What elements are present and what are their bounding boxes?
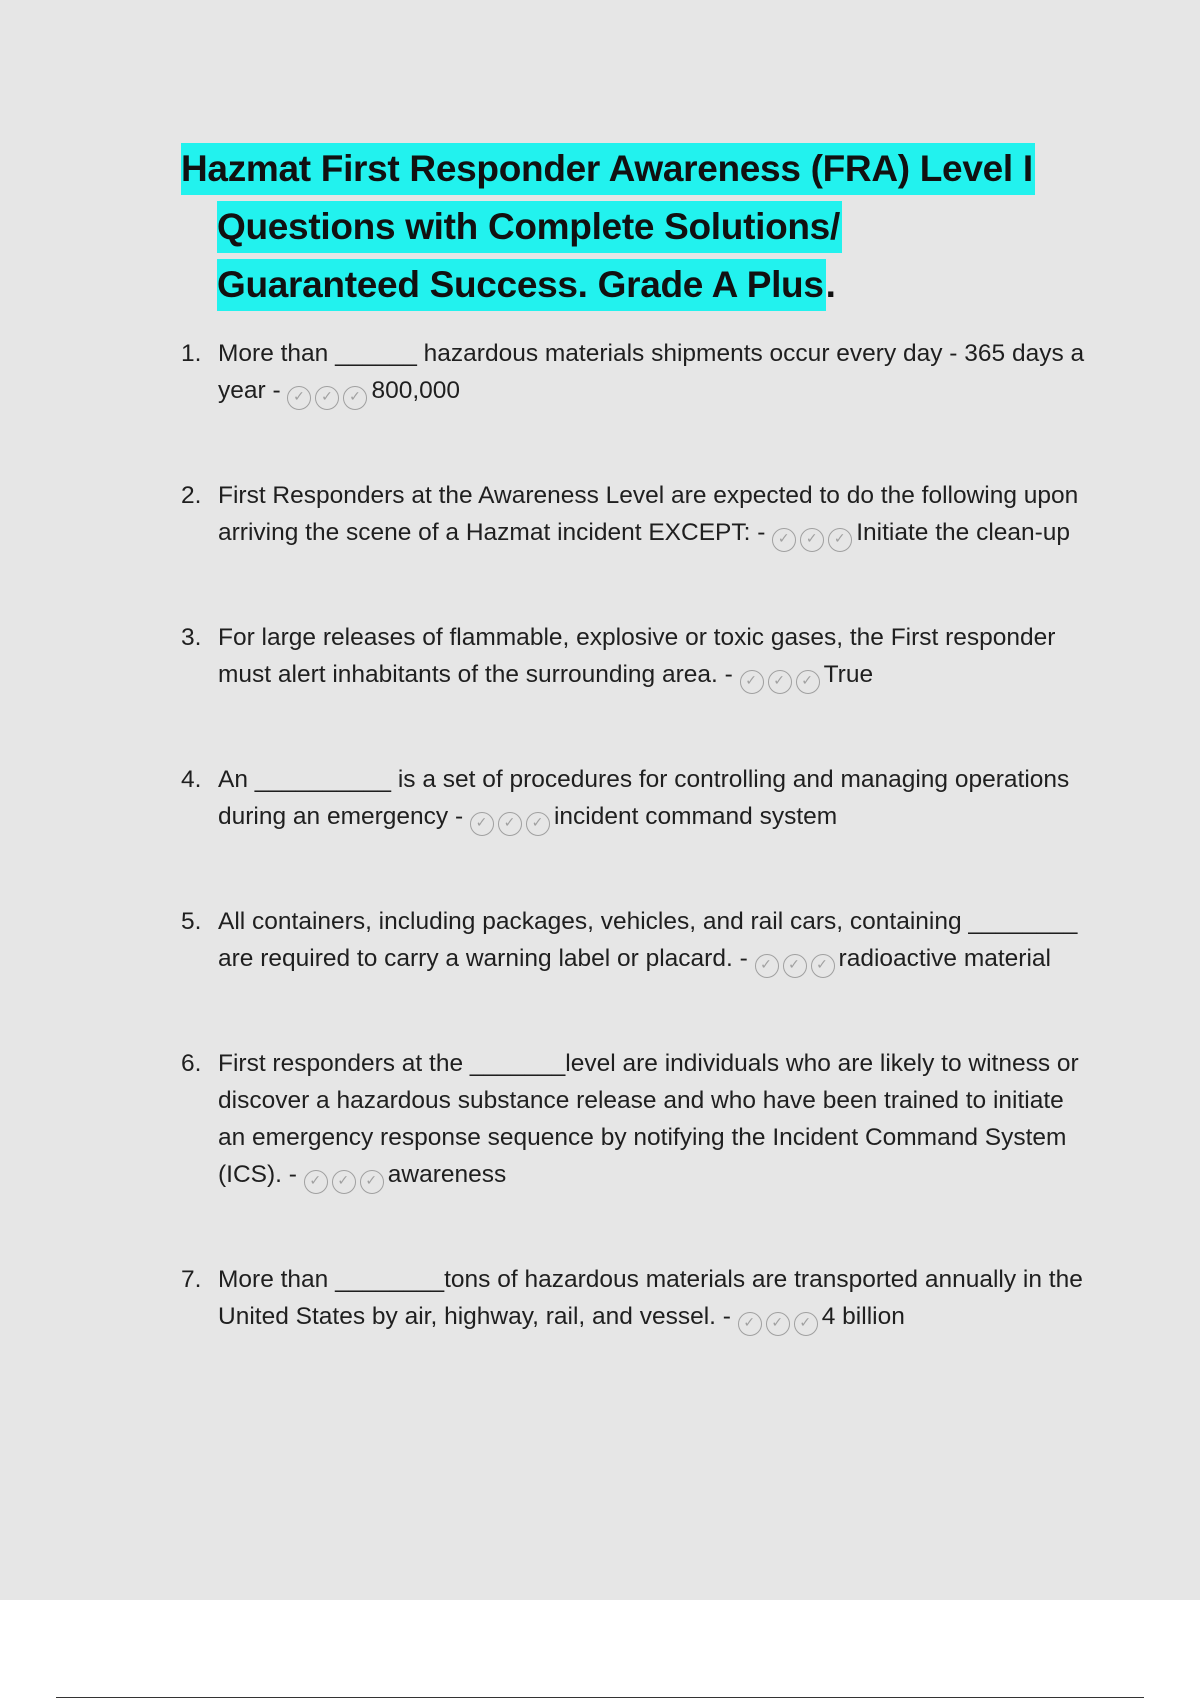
check-circle-icon: ✓ ✓ ✓ [755, 942, 839, 979]
question-item [181, 335, 1091, 411]
question-answer: True [823, 661, 874, 688]
question-text: More than ________tons of hazardous materials are transported annually in the United States by air, highway, rail, and vessel. - [218, 1266, 1083, 1330]
question-answer: 800,000 [371, 377, 460, 404]
question-number: 5. [181, 908, 202, 935]
question-number: 2. [181, 482, 202, 509]
document-title [181, 140, 1081, 314]
question-number: 3. [181, 624, 202, 651]
question-item [181, 903, 1091, 979]
question-list [181, 335, 1091, 1403]
question-item [181, 1261, 1091, 1337]
check-circle-icon: ✓ ✓ ✓ [740, 658, 824, 695]
question-text: An __________ is a set of procedures for controlling and managing operations during an emergency - [218, 766, 1070, 830]
check-circle-icon: ✓ ✓ ✓ [470, 800, 554, 837]
question-number: 4. [181, 766, 202, 793]
question-text: First responders at the _______level are individuals who are likely to witness or discover a hazardous substance release and who have been trained to initiate an emergency response sequence by notifying the Incident Command System (ICS). - [218, 1050, 1079, 1188]
question-item [181, 1045, 1091, 1195]
title-line-2: Questions with Complete Solutions/ [217, 198, 1081, 256]
question-answer: 4 billion [821, 1303, 905, 1330]
question-answer: incident command system [553, 803, 838, 830]
question-number: 6. [181, 1050, 202, 1077]
question-number: 7. [181, 1266, 202, 1293]
question-answer: radioactive material [838, 945, 1051, 972]
check-circle-icon: ✓ ✓ ✓ [772, 516, 856, 553]
question-text: For large releases of flammable, explosive or toxic gases, the First responder must alert inhabitants of the surrounding area. - [218, 624, 1056, 688]
question-item [181, 619, 1091, 695]
question-number: 1. [181, 340, 202, 367]
question-text: First Responders at the Awareness Level are expected to do the following upon arriving the scene of a Hazmat incident EXCEPT: - [218, 482, 1079, 546]
check-circle-icon: ✓ ✓ ✓ [738, 1300, 822, 1337]
footer-divider [56, 1697, 1144, 1698]
question-text: All containers, including packages, vehicles, and rail cars, containing ________ are required to carry a warning label or placard. - [218, 908, 1078, 972]
title-line-3: Guaranteed Success. Grade A Plus. [217, 256, 1081, 314]
question-answer: Initiate the clean-up [856, 519, 1071, 546]
question-text: More than ______ hazardous materials shipments occur every day - 365 days a year - [218, 340, 1085, 404]
question-item [181, 477, 1091, 553]
question-answer: awareness [387, 1161, 507, 1188]
check-circle-icon: ✓ ✓ ✓ [287, 374, 371, 411]
title-line-1: Hazmat First Responder Awareness (FRA) Level I [181, 140, 1081, 198]
question-item [181, 761, 1091, 837]
check-circle-icon: ✓ ✓ ✓ [304, 1158, 388, 1195]
